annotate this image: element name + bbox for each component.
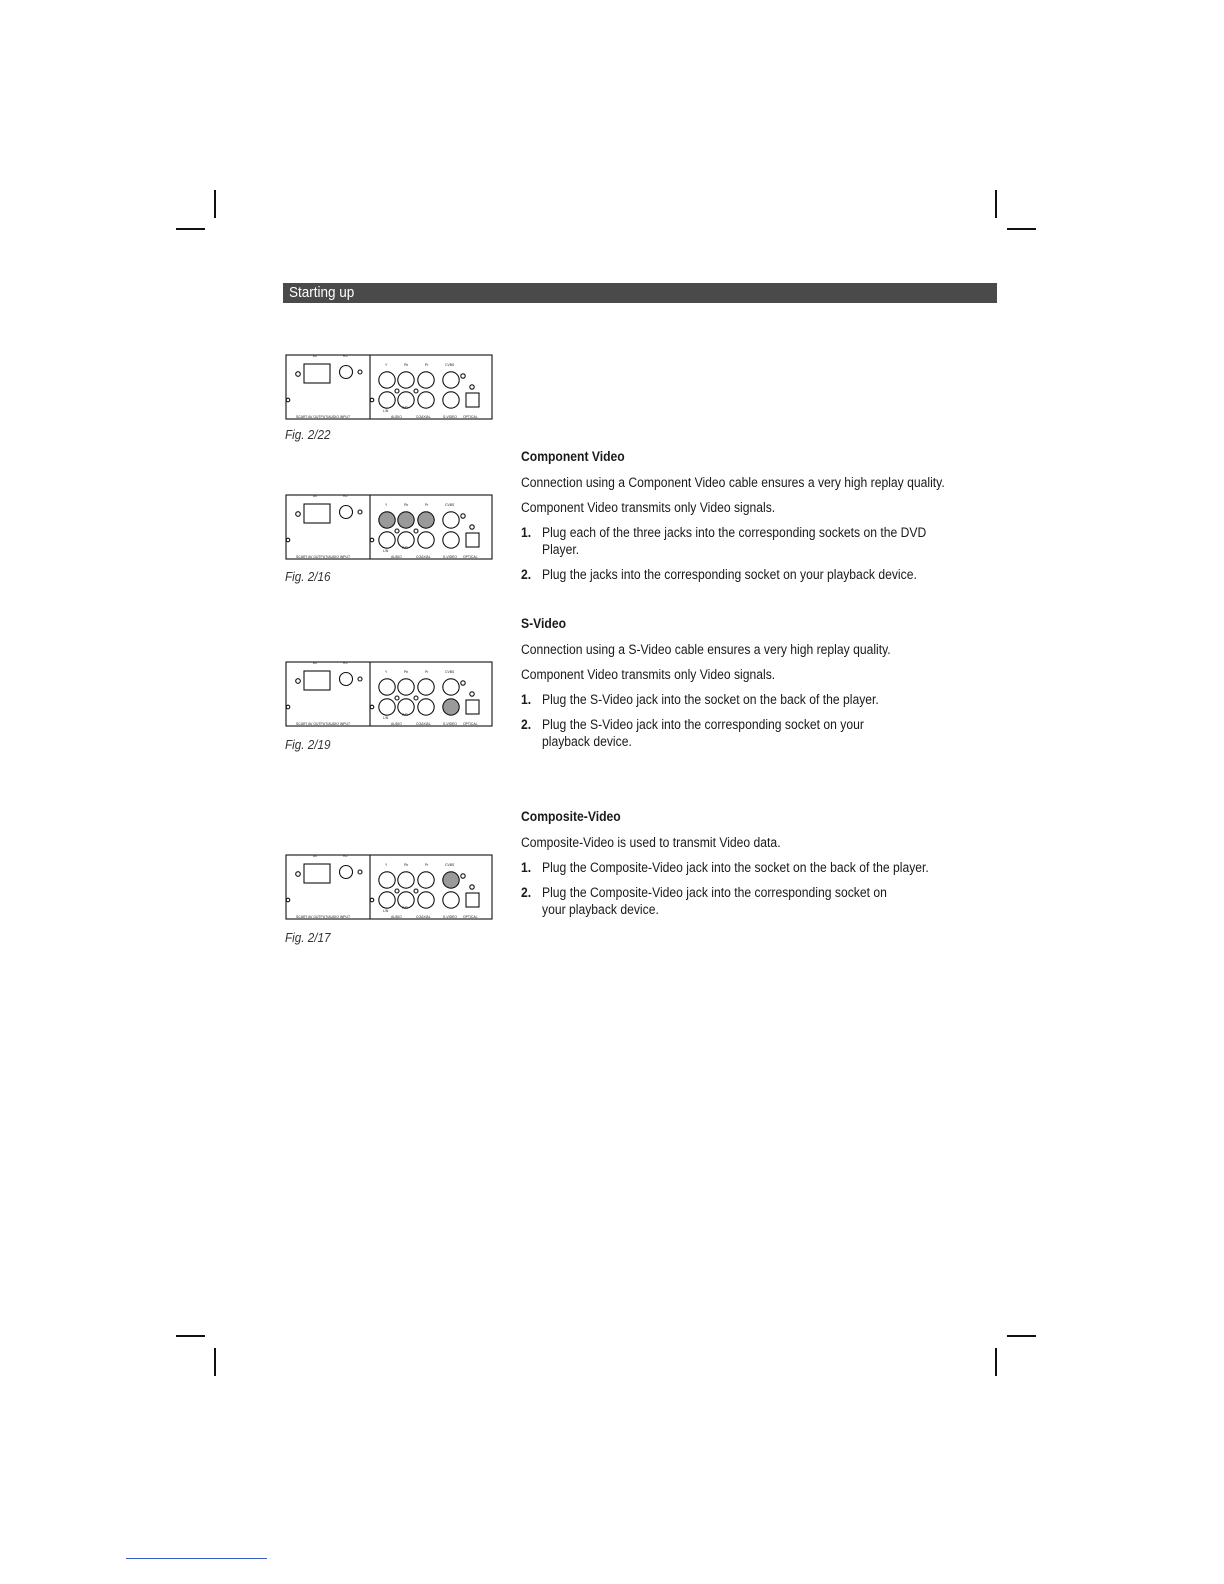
video-jack [418,372,434,388]
figure-caption: Fig. 2/19 [285,737,331,752]
optical-port [466,700,479,714]
small-jack [358,870,362,874]
panel-label: L/N [383,549,389,553]
paragraph: Component Video transmits only Video signals. [521,500,776,515]
panel-label: AV [313,661,318,665]
step-text: Plug the S-Video jack into the socket on the back of the player. [542,692,879,707]
step-item [521,566,941,583]
step-item [521,524,941,558]
audio-jack [418,392,434,408]
step-text: Plug the Composite-Video jack into the corresponding socket on your playback device. [542,885,887,917]
s-video-section [521,616,941,758]
panel-label: R/R [402,406,408,410]
step-item [521,716,941,750]
panel-outline [286,855,492,919]
step-text: Plug the jacks into the corresponding socket on your playback device. [542,567,917,582]
step-number: 1. [521,692,532,707]
panel-label: Pr [425,363,429,367]
small-jack [414,529,418,533]
panel-label: COAXIAL [416,555,431,559]
small-jack [470,385,474,389]
section-heading: Composite-Video [521,809,621,824]
panel-label: Pr [425,670,429,674]
screw-icon [296,679,301,684]
panel-label: R5 [343,494,348,498]
small-jack [395,696,399,700]
s-video-jack [443,699,459,715]
screw-icon [286,538,290,542]
audio-jack [379,892,395,908]
panel-label: Pb [404,363,409,367]
panel-label: Y [385,503,388,507]
video-jack [398,872,414,888]
screw-icon [296,372,301,377]
small-jack [461,681,465,685]
panel-label: R/R [402,546,408,550]
scart-connector [304,364,330,383]
optical-port [466,393,479,407]
paragraph: Composite-Video is used to transmit Video data. [521,835,781,850]
panel-label: Pb [404,863,409,867]
step-item [521,884,941,918]
panel-label: Pb [404,670,409,674]
video-jack [443,372,459,388]
section-heading: S-Video [521,616,567,631]
audio-jack [418,892,434,908]
section-title: Starting up [289,284,355,301]
optical-port [466,533,479,547]
panel-label: Y [385,363,388,367]
crop-mark [1007,228,1036,230]
panel-label: COAXIAL [416,415,431,419]
figure-panel [283,659,495,729]
audio-jack [418,532,434,548]
video-jack [398,512,414,528]
small-jack [470,885,474,889]
figure-caption: Fig. 2/16 [285,569,331,584]
optical-port [466,893,479,907]
crop-mark [995,190,997,218]
small-jack [414,889,418,893]
video-jack [443,872,459,888]
figure-panel [283,852,495,922]
audio-jack [418,699,434,715]
screw-icon [286,898,290,902]
small-jack [461,874,465,878]
panel-outline [286,355,492,419]
panel-label: S-VIDEO [443,555,457,559]
small-jack [358,510,362,514]
small-jack [395,389,399,393]
panel-label: L/N [383,909,389,913]
small-jack [358,370,362,374]
panel-label: AV [313,494,318,498]
section-heading: Component Video [521,449,625,464]
panel-label: COAXIAL [416,722,431,726]
screw-icon [370,398,374,402]
panel-label: Y [385,670,388,674]
figure-panel [283,352,495,422]
panel-label: AUDIO [391,415,402,419]
small-jack [461,374,465,378]
small-jack [414,696,418,700]
footer-rule [126,1558,267,1559]
screw-icon [370,705,374,709]
panel-label: L/N [383,716,389,720]
video-jack [398,372,414,388]
panel-label: Y [385,863,388,867]
component-video-section [521,449,945,591]
fan-jack [340,366,353,379]
panel-label: R/R [402,906,408,910]
panel-label: R5 [343,661,348,665]
video-jack [379,679,395,695]
panel-label: R5 [343,354,348,358]
panel-label: SCART AV OUTPUT/AUDIO INPUT [296,722,351,726]
small-jack [470,692,474,696]
screw-icon [286,705,290,709]
screw-icon [296,872,301,877]
video-jack [443,512,459,528]
small-jack [414,389,418,393]
panel-label: AV [313,354,318,358]
crop-mark [176,1335,205,1337]
audio-jack [379,699,395,715]
panel-label: R5 [343,854,348,858]
panel-label: Pr [425,503,429,507]
panel-label: S-VIDEO [443,415,457,419]
audio-jack [379,392,395,408]
fan-jack [340,506,353,519]
panel-label: CVBS [445,863,455,867]
crop-mark [176,228,205,230]
screw-icon [370,898,374,902]
step-item [521,859,941,876]
video-jack [379,512,395,528]
panel-label: SCART AV OUTPUT/AUDIO INPUT [296,915,351,919]
panel-label: Pb [404,503,409,507]
paragraph: Component Video transmits only Video signals. [521,667,776,682]
panel-label: OPTICAL [463,915,478,919]
video-jack [379,372,395,388]
panel-label: SCART AV OUTPUT/AUDIO INPUT [296,555,351,559]
paragraph: Connection using a Component Video cable ensures a very high replay quality. [521,475,945,490]
panel-label: SCART AV OUTPUT/AUDIO INPUT [296,415,351,419]
video-jack [418,679,434,695]
step-number: 1. [521,860,532,875]
step-text: Plug the S-Video jack into the corresponding socket on your playback device. [542,717,864,749]
fan-jack [340,866,353,879]
step-number: 1. [521,525,532,540]
panel-label: S-VIDEO [443,722,457,726]
figure-panel [283,492,495,562]
section-header-bar [283,283,997,303]
s-video-jack [443,532,459,548]
panel-outline [286,662,492,726]
crop-mark [995,1348,997,1376]
step-text: Plug each of the three jacks into the corresponding sockets on the DVD Player. [542,525,927,557]
panel-label: COAXIAL [416,915,431,919]
small-jack [395,889,399,893]
step-item [521,691,941,708]
composite-video-section [521,809,941,926]
panel-label: AUDIO [391,915,402,919]
fan-jack [340,673,353,686]
panel-label: AUDIO [391,555,402,559]
crop-mark [214,1348,216,1376]
scart-connector [304,504,330,523]
small-jack [470,525,474,529]
panel-label: AUDIO [391,722,402,726]
crop-mark [214,190,216,218]
video-jack [443,679,459,695]
panel-label: CVBS [445,363,455,367]
step-number: 2. [521,567,532,582]
panel-label: CVBS [445,503,455,507]
video-jack [418,872,434,888]
panel-label: OPTICAL [463,555,478,559]
panel-label: OPTICAL [463,722,478,726]
small-jack [395,529,399,533]
step-text: Plug the Composite-Video jack into the socket on the back of the player. [542,860,929,875]
scart-connector [304,671,330,690]
panel-label: L/N [383,409,389,413]
step-number: 2. [521,717,532,732]
panel-label: OPTICAL [463,415,478,419]
video-jack [379,872,395,888]
small-jack [358,677,362,681]
panel-label: S-VIDEO [443,915,457,919]
crop-mark [1007,1335,1036,1337]
small-jack [461,514,465,518]
screw-icon [296,512,301,517]
scart-connector [304,864,330,883]
audio-jack [379,532,395,548]
panel-label: AV [313,854,318,858]
paragraph: Connection using a S-Video cable ensures a very high replay quality. [521,642,891,657]
s-video-jack [443,892,459,908]
panel-label: CVBS [445,670,455,674]
figure-caption: Fig. 2/17 [285,930,331,945]
panel-label: R/R [402,713,408,717]
panel-label: Pr [425,863,429,867]
video-jack [398,679,414,695]
video-jack [418,512,434,528]
screw-icon [286,398,290,402]
figure-caption: Fig. 2/22 [285,427,331,442]
screw-icon [370,538,374,542]
s-video-jack [443,392,459,408]
step-number: 2. [521,885,532,900]
